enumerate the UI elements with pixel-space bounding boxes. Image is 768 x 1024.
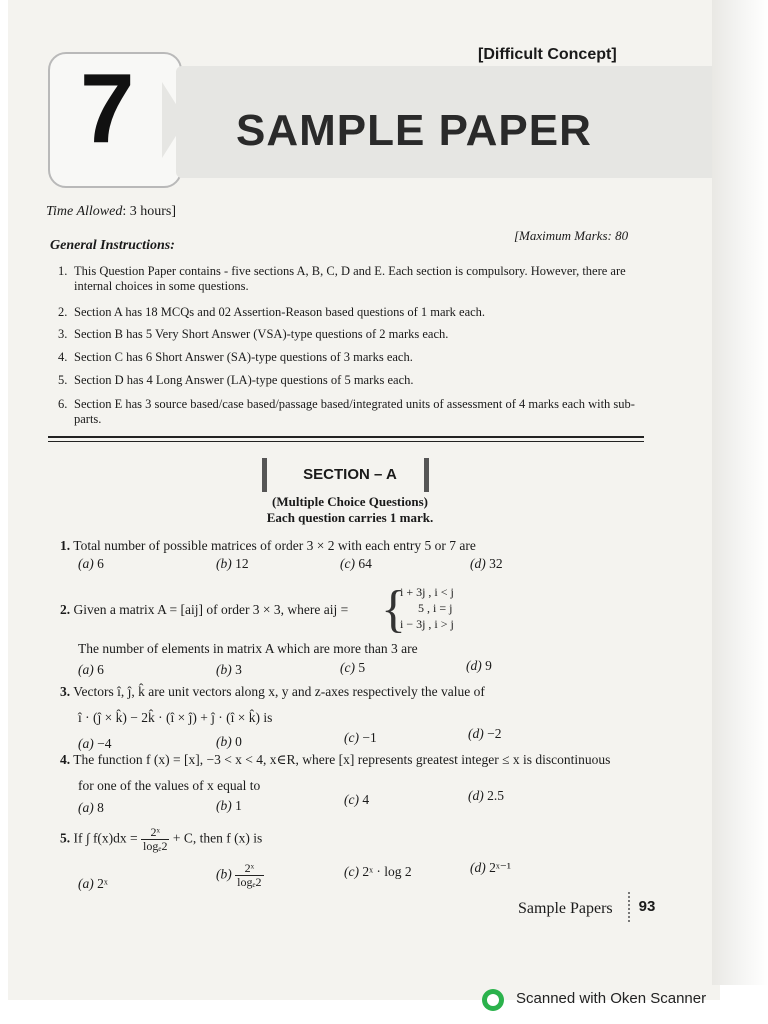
option-b: (b) 12 <box>216 556 249 571</box>
option-a: (a) 6 <box>78 556 104 571</box>
section-bar-left <box>262 458 267 492</box>
instruction-item: 2. Section A has 18 MCQs and 02 Assertion-Reason based questions of 1 mark each. <box>58 305 486 319</box>
case-line: i − 3j , i > j <box>400 617 454 631</box>
time-value: : 3 hours] <box>122 204 177 219</box>
section-title: SECTION – A <box>303 466 397 483</box>
option-d: (d) 2ˣ⁻¹ <box>470 860 511 875</box>
option-c: (c) 64 <box>340 556 372 571</box>
option-b: (b) $\frac{\text{2ˣ}}{\text{logₑ2}}$ <box>216 861 262 889</box>
option-a: (a) 2ˣ <box>78 876 108 891</box>
question-2-continuation: The number of elements in matrix A which are more than 3 are <box>78 641 418 656</box>
option-d: (d) 2.5 <box>468 788 504 803</box>
divider-rule <box>48 436 644 438</box>
question-5: 5. If ∫ f(x)dx = $\frac{\text{2ˣ}}{\text{logₑ2}}$ + C, then f (x) is <box>60 825 263 853</box>
option-c: (c) 2ˣ · log 2 <box>344 864 412 879</box>
instruction-item: 5. Section D has 4 Long Answer (LA)-type questions of 5 marks each. <box>58 373 414 387</box>
option-c: (c) 5 <box>340 660 366 675</box>
question-1: 1. Total number of possible matrices of order 3 × 2 with each entry 5 or 7 are <box>60 538 476 553</box>
scanner-text: Scanned with Oken Scanner <box>516 990 707 1007</box>
question-4: 4. The function f (x) = [x], −3 < x < 4, x∈R, where [x] represents greatest integer ≤ x is discontinuous <box>60 752 611 767</box>
option-c: (c) 4 <box>344 792 370 807</box>
instruction-item: 1. This Question Paper contains - five sections A, B, C, D and E. Each section is compulsory. However, there are internal choices in some questions. <box>58 264 626 293</box>
option-d: (d) 9 <box>466 658 492 673</box>
option-d: (d) −2 <box>468 726 502 741</box>
section-heading-box <box>270 458 430 492</box>
divider-rule <box>48 441 644 442</box>
case-line: 5 , i = j <box>418 601 453 615</box>
option-b: (b) 3 <box>216 662 242 677</box>
option-a: (a) 8 <box>78 800 104 815</box>
question-4-continuation: for one of the values of x equal to <box>78 778 261 793</box>
instruction-item: 3. Section B has 5 Very Short Answer (VSA)-type questions of 2 marks each. <box>58 327 449 341</box>
question-3-expression: î · (ĵ × k̂) − 2k̂ · (î × ĵ) + ĵ · (î × k̂) is <box>78 710 273 725</box>
option-b-fraction: $\frac{\text{2ˣ}}{\text{logₑ2}}$ <box>237 861 262 889</box>
option-c: (c) −1 <box>344 730 377 745</box>
page-title: SAMPLE PAPER <box>236 106 592 155</box>
maximum-marks: [Maximum Marks: 80 <box>514 228 629 243</box>
time-allowed <box>46 204 176 220</box>
option-b: (b) 0 <box>216 734 242 749</box>
time-label: Time Allowed <box>46 204 123 219</box>
option-b: (b) 1 <box>216 798 242 813</box>
question-2: 2. Given a matrix A = [aij] of order 3 × 3, where aij = <box>60 602 349 617</box>
section-subtitle: (Multiple Choice Questions) <box>272 494 428 509</box>
instruction-item: 6. Section E has 3 source based/case based/passage based/integrated units of assessment of 4 marks each with sub-parts. <box>58 397 635 426</box>
option-a: (a) −4 <box>78 736 112 751</box>
difficulty-tag: [Difficult Concept] <box>478 46 617 63</box>
option-d: (d) 32 <box>470 556 503 571</box>
piecewise-brace: { <box>381 581 406 638</box>
case-line: i + 3j , i < j <box>400 585 454 599</box>
chapter-number: 7 <box>80 53 135 163</box>
instruction-item: 4. Section C has 6 Short Answer (SA)-type questions of 3 marks each. <box>58 350 413 364</box>
integral-fraction: $\frac{\text{2ˣ}}{\text{logₑ2}}$ <box>143 825 168 853</box>
page-number: 93 <box>628 892 664 922</box>
oken-scanner-logo-icon <box>482 989 504 1011</box>
section-note: Each question carries 1 mark. <box>266 510 434 525</box>
question-3: 3. Vectors î, ĵ, k̂ are unit vectors along x, y and z-axes respectively the value of <box>60 684 485 699</box>
page-edge-shadow <box>712 0 768 985</box>
instructions-heading: General Instructions: <box>50 238 175 253</box>
option-a: (a) 6 <box>78 662 104 677</box>
scanner-watermark <box>516 990 706 1007</box>
footer-label: Sample Papers <box>518 900 613 917</box>
